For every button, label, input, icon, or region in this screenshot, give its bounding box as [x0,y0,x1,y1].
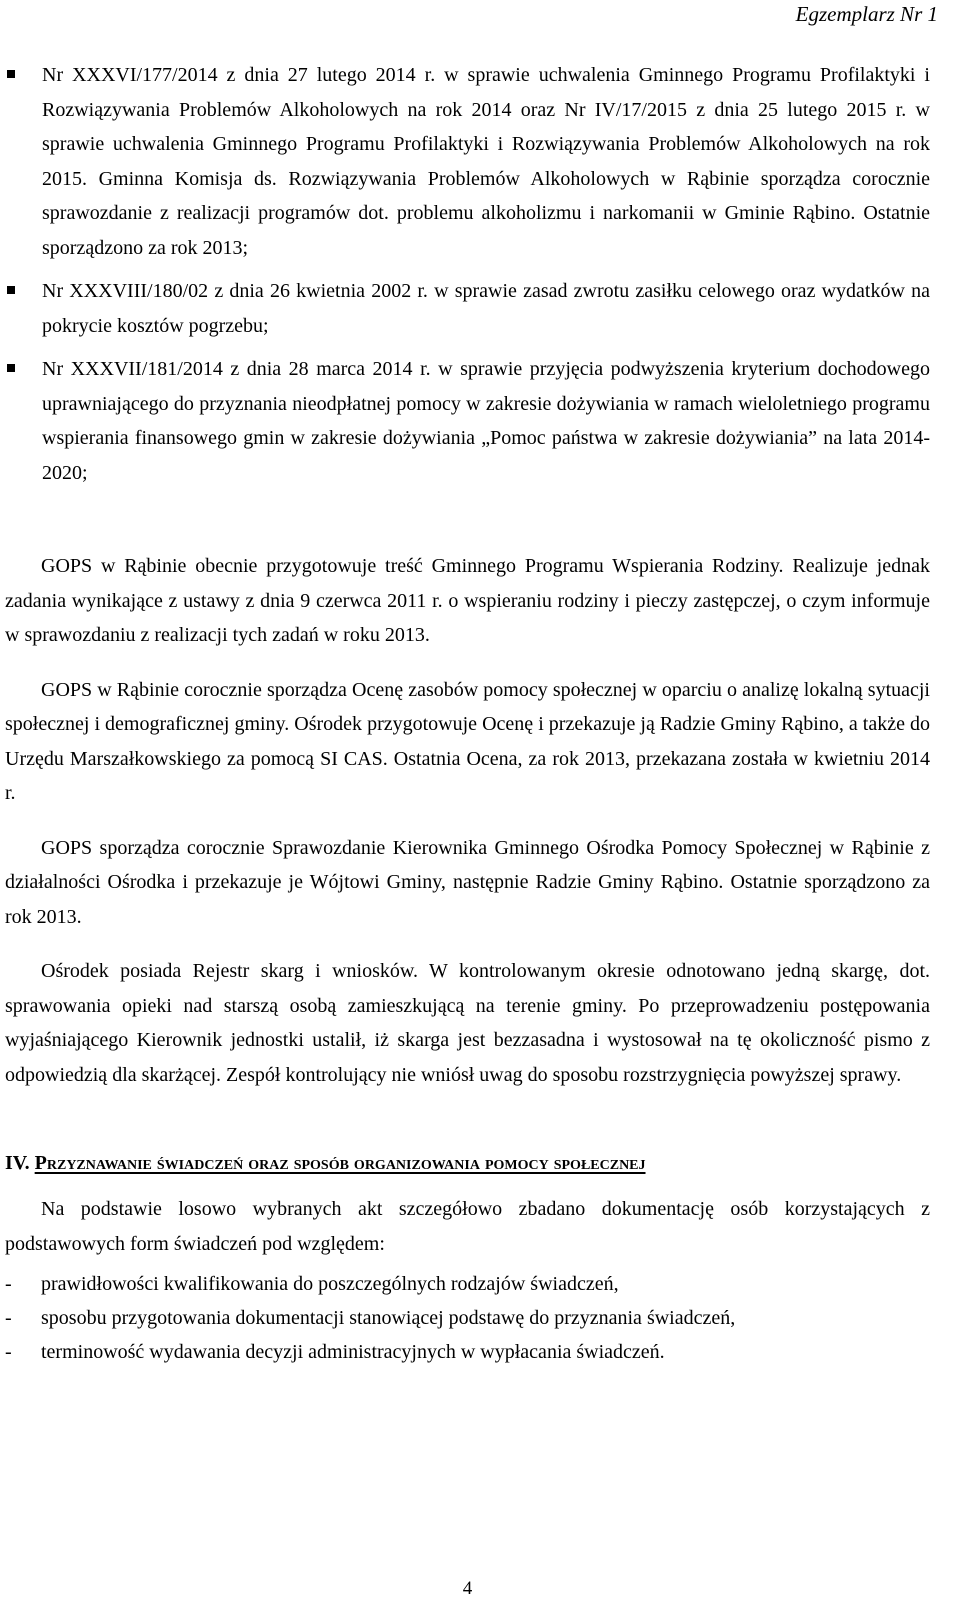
criteria-item-text: prawidłowości kwalifikowania do poszczególnych rodzajów świadczeń, [41,1273,619,1295]
resolution-item-text: Nr XXXVII/181/2014 z dnia 28 marca 2014 r. w sprawie przyjęcia podwyższenia kryterium dochodowego uprawniającego do przyznania nieodpłatnej pomocy w zakresie dożywiania w ramach wieloletniego programu wspierania finansowego gmin w zakresie dożywiania „Pomoc państwa w zakresie dożywiania” na lata 2014-2020; [42,358,930,484]
document-body [5,58,930,1369]
criteria-list [5,1267,930,1369]
paragraph-annual-report: GOPS sporządza corocznie Sprawozdanie Kierownika Gminnego Ośrodka Pomocy Społecznej w Rąbinie z działalności Ośrodka i przekazuje je Wójtowi Gminy, następnie Radzie Gminy Rąbino. Ostatnie sporządzono za rok 2013. [5,836,930,928]
page-number: 4 [462,1578,473,1599]
dash-bullet: - [5,1307,12,1329]
paragraph-resources-assessment: GOPS w Rąbinie corocznie sporządza Ocenę zasobów pomocy społecznej w oparciu o analizę lokalną sytuacji społecznej i demograficznej gminy. Ośrodek przygotowuje Ocenę i przekazuje ją Radzie Gminy Rąbino, a także do Urzędu Marszałkowskiego za pomocą SI CAS. Ostatnia Ocena, za rok 2013, przekazana została w kwietniu 2014 r. [5,678,930,804]
square-bullet-icon [7,364,15,372]
resolution-item-text: Nr XXXVI/177/2014 z dnia 27 lutego 2014 r. w sprawie uchwalenia Gminnego Programu Profilaktyki i Rozwiązywania Problemów Alkoholowych na rok 2014 oraz Nr IV/17/2015 z dnia 25 lutego 2015 r. w sprawie uchwalenia Gminnego Programu Profilaktyki i Rozwiązywania Problemów Alkoholowych na rok 2015. Gminna Komisja ds. Rozwiązywania Problemów Alkoholowych w Rąbinie sporządza corocznie sprawozdanie z realizacji programów dot. problemu alkoholizmu i narkomanii w Gminie Rąbino. Ostatnie sporządzono za rok 2013; [42,64,930,259]
criteria-item [5,1301,930,1335]
resolution-list [5,58,930,490]
resolution-item [5,58,930,265]
resolution-item-text: Nr XXXVIII/180/02 z dnia 26 kwietnia 2002 r. w sprawie zasad zwrotu zasiłku celowego oraz wydatków na pokrycie kosztów pogrzebu; [42,280,930,337]
resolution-item [5,352,930,490]
paragraph-complaints-register: Ośrodek posiada Rejestr skarg i wniosków. W kontrolowanym okresie odnotowano jedną skargę, dot. sprawowania opieki nad starszą osobą zamieszkującą na terenie gminy. Po przeprowadzeniu postępowania wyjaśniającego Kierownik jednostki ustalił, iż skarga jest bezzasadna i wystosował na tę okoliczność pismo z odpowiedzią dla skarżącej. Zespół kontrolujący nie wniósł uwag do sposobu rozstrzygnięcia powyższej sprawy. [5,960,930,1086]
dash-bullet: - [5,1341,12,1363]
resolution-item [5,274,930,343]
section-number: IV. [5,1152,30,1174]
square-bullet-icon [7,286,15,294]
dash-bullet: - [5,1273,12,1295]
criteria-item-text: sposobu przygotowania dokumentacji stanowiącej podstawę do przyznania świadczeń, [41,1307,736,1329]
section-heading [5,1146,930,1180]
paragraph-family-program: GOPS w Rąbinie obecnie przygotowuje treść Gminnego Programu Wspierania Rodziny. Realizuje jednak zadania wynikające z ustawy z dnia 9 czerwca 2011 r. o wspieraniu rodziny i pieczy zastępczej, o czym informuje w sprawozdaniu z realizacji tych zadań w roku 2013. [5,555,930,646]
square-bullet-icon [7,70,15,78]
criteria-item [5,1335,930,1369]
copy-number-label: Egzemplarz Nr 1 [795,2,938,26]
criteria-item [5,1267,930,1301]
criteria-item-text: terminowość wydawania decyzji administracyjnych w wypłacania świadczeń. [41,1341,665,1363]
section-intro: Na podstawie losowo wybranych akt szczegółowo zbadano dokumentację osób korzystających z podstawowych form świadczeń pod względem: [5,1198,930,1255]
section-title: Przyznawanie świadczeń oraz sposób organizowania pomocy społecznej [34,1152,646,1174]
